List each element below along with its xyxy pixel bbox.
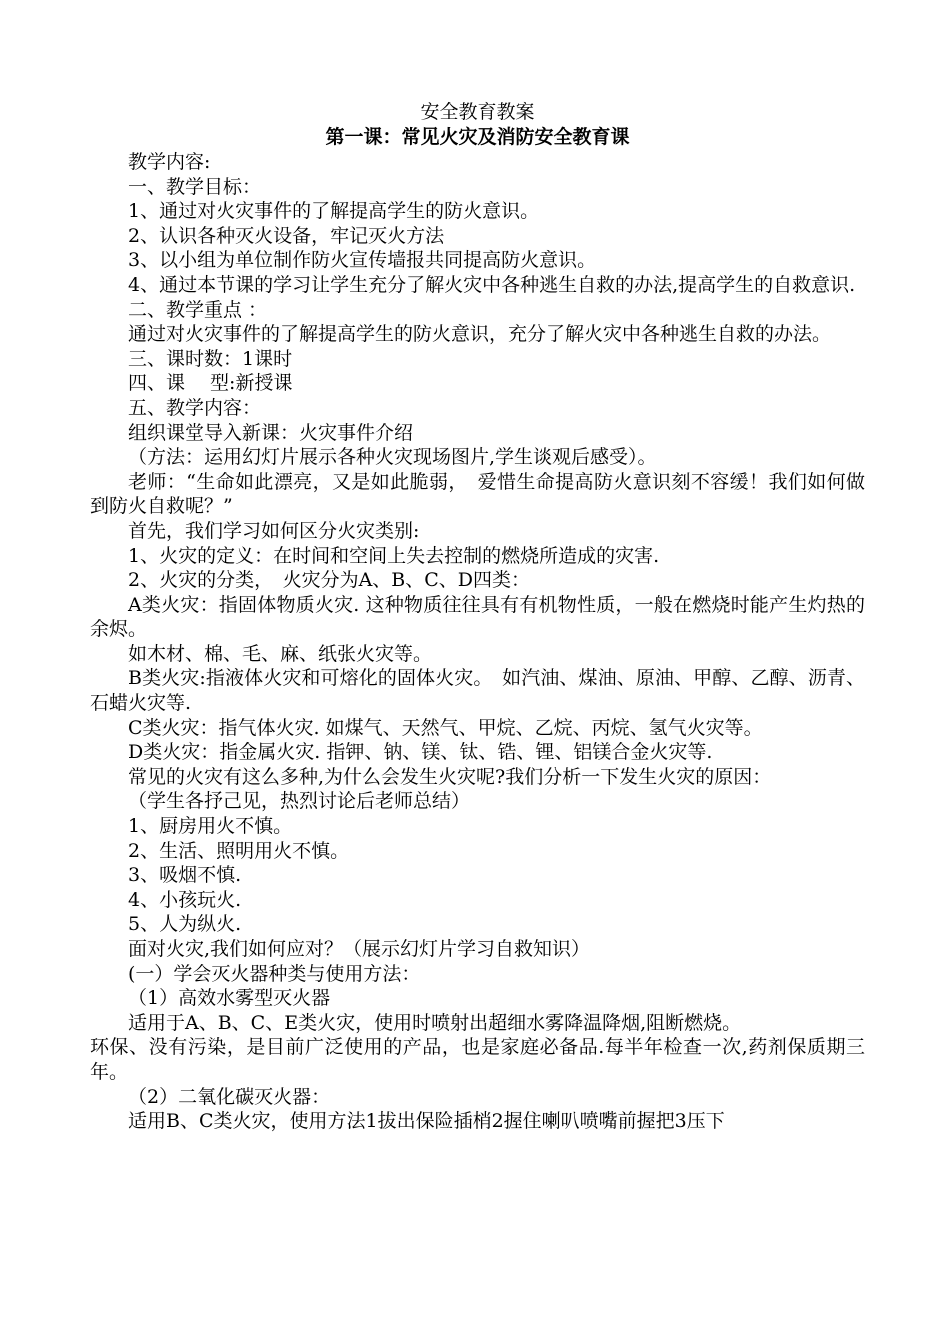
paragraph-co2-usage: 适用B、C类火灾，使用方法1拔出保险插梢2握住喇叭喷嘴前握把3压下 [128,1110,725,1133]
paragraph-class-c: C类火灾：指气体火灾. 如煤气、天然气、甲烷、乙烷、丙烷、氢气火灾等。 [128,716,763,739]
paragraph-cause-5: 5、人为纵火. [128,913,242,936]
paragraph-content-heading: 教学内容: [128,151,211,173]
paragraph-response: 面对火灾,我们如何应对？（展示幻灯片学习自救知识） [128,938,591,960]
paragraph-objective-2: 2、认识各种灭火设备，牢记灭火方法 [128,224,445,247]
paragraph-causes-question: 常见的火灾有这么多种,为什么会发生火灾呢?我们分析一下发生火灾的原因： [128,765,772,788]
document-title: 安全教育教案 [420,101,535,123]
paragraph-extinguisher-heading: (一）学会灭火器种类与使用方法： [128,962,421,985]
paragraph-class-a-examples: 如木材、棉、毛、麻、纸张火灾等。 [128,642,433,665]
paragraph-water-mist-usage: 适用于A、B、C、E类火灾，使用时喷射出超细水雾降温降烟,阻断燃烧。 [128,1011,742,1034]
paragraph-teaching-content-heading: 五、教学内容： [128,396,262,419]
paragraph-objectives-heading: 一、教学目标： [128,175,262,198]
paragraph-cause-3: 3、吸烟不慎. [128,864,242,887]
paragraph-objective-1: 1、通过对火灾事件的了解提高学生的防火意识。 [128,200,540,223]
paragraph-classify-intro: 首先，我们学习如何区分火灾类别: [128,519,420,542]
paragraph-class-d: D类火灾：指金属火灾. 指钾、钠、镁、钛、锆、锂、铝镁合金火灾等. [128,741,713,764]
paragraph-co2-heading: （2）二氧化碳灭火器： [128,1085,331,1108]
paragraph-method: （方法：运用幻灯片展示各种火灾现场图片,学生谈观后感受）。 [128,446,657,469]
paragraph-cause-4: 4、小孩玩火. [128,888,242,911]
paragraph-intro: 组织课堂导入新课：火灾事件介绍 [128,421,414,444]
paragraph-water-mist-heading: （1）高效水雾型灭火器 [128,987,331,1010]
paragraph-fire-definition: 1、火灾的定义：在时间和空间上失去控制的燃烧所造成的灾害. [128,544,660,567]
paragraph-objective-3: 3、以小组为单位制作防火宣传墙报共同提高防火意识。 [128,249,597,272]
document-body [90,100,865,1134]
paragraph-class-b: B类火灾:指液体火灾和可熔化的固体火灾。 如汽油、煤油、原油、甲醇、乙醇、沥青、石蜡火灾等. [90,667,865,715]
paragraph-lesson-type: 四、课 型:新授课 [128,372,293,395]
paragraph-cause-2: 2、生活、照明用火不慎。 [128,839,350,862]
paragraph-water-mist-notes: 环保、没有污染，是目前广泛使用的产品，也是家庭必备品.每半年检查一次,药剂保质期三年。 [90,1036,865,1083]
paragraph-teacher-quote: 老师：“生命如此漂亮，又是如此脆弱， 爱惜生命提高防火意识刻不容缓！我们如何做到防火自救呢？” [90,470,865,518]
paragraph-focus-text: 通过对火灾事件的了解提高学生的防火意识，充分了解火灾中各种逃生自救的办法。 [128,323,832,346]
lesson-title: 第一课：常见火灾及消防安全教育课 [325,126,630,148]
paragraph-discussion: （学生各抒己见，热烈讨论后老师总结） [128,790,471,813]
paragraph-fire-classes: 2、火灾的分类， 火灾分为A、B、C、D四类： [128,569,531,592]
paragraph-focus-heading: 二、教学重点 ： [128,298,268,321]
paragraph-class-a: A类火灾：指固体物质火灾. 这种物质往往具有有机物性质，一般在燃烧时能产生灼热的余烬。 [90,593,865,641]
paragraph-hours: 三、课时数：1课时 [128,347,293,370]
paragraph-objective-4: 4、通过本节课的学习让学生充分了解火灾中各种逃生自救的办法,提高学生的自救意识. [128,273,856,296]
paragraph-cause-1: 1、厨房用火不慎。 [128,815,293,838]
